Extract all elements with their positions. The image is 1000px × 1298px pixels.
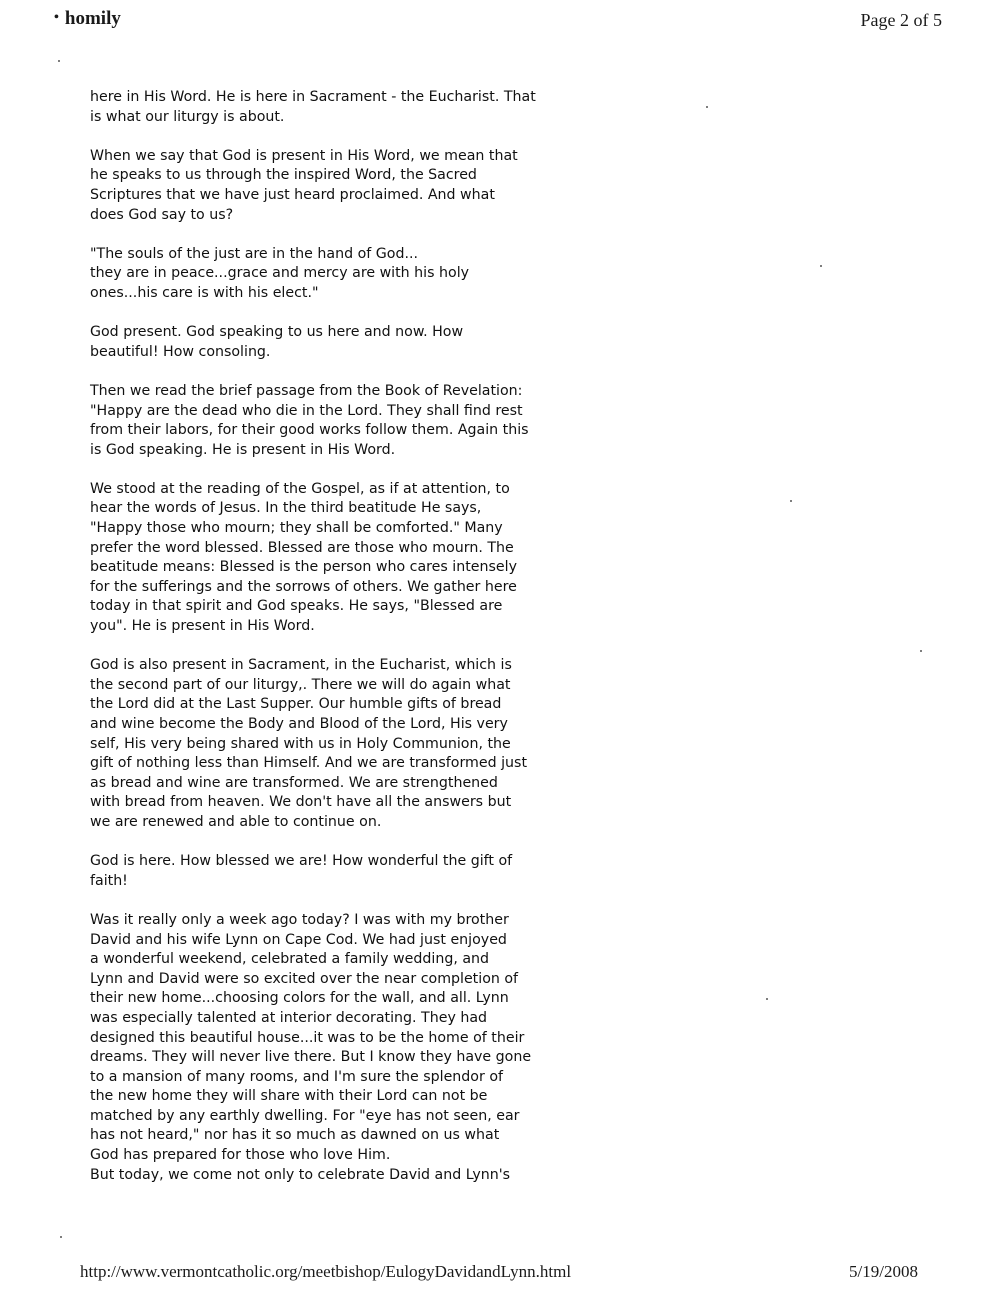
paragraph: God is also present in Sacrament, in the Eucharist, which is the second part of our liturgy,. There we will do again what the Lord did at the Last Supper. Our humble gifts of bread and wine become the Body and Blood of the Lord, His very self, His very being shared with us in Holy Communion, the gift of nothing less than Himself. And we are transformed just as bread and wine are transformed. We are strengthened with bread from heaven. We don't have all the answers but we are renewed and able to continue on. xyxy=(90,657,528,830)
paragraph: Then we read the brief passage from the Book of Revelation: "Happy are the dead who die in the Lord. They shall find rest from their labors, for their good works follow them. Again this is God speaking. He is present in His Word. xyxy=(90,382,529,458)
paragraph: God present. God speaking to us here and now. How beautiful! How consoling. xyxy=(90,324,464,360)
scan-speck xyxy=(790,500,792,502)
paragraph: Was it really only a week ago today? I was with my brother David and his wife Lynn on Cape Cod. We had just enjoyed a wonderful weekend, celebrated a family wedding, and Lynn and David were so excited over the near completion of their new home...choosing colors for the wall, and all. Lynn was especially talented at interior decorating. They had designed this beautiful house...it was to be the home of their dreams. They will never live there. But I know they have gone to a mansion of many rooms, and I'm sure the splendor of the new home they will share with their Lord can not be matched by any earthly dwelling. For "eye has not seen, ear has not heard," nor has it so much as dawned on us what God has prepared for those who love Him. xyxy=(90,911,532,1164)
scan-speck xyxy=(58,60,60,62)
scan-speck xyxy=(820,265,822,267)
paragraph: We stood at the reading of the Gospel, as if at attention, to hear the words of Jesus. In the third beatitude He says, "Happy those who mourn; they shall be comforted." Many prefer the word blessed. Blessed are those who mourn. The beatitude means: Blessed is the person who cares intensely for the sufferings and the sorrows of others. We gather here today in that spirit and God speaks. He says, "Blessed are you". He is present in His Word. xyxy=(90,480,517,635)
document-title xyxy=(54,8,121,30)
scan-speck xyxy=(706,106,708,108)
scan-speck xyxy=(920,650,922,652)
paragraph: God is here. How blessed we are! How wonderful the gift of faith! xyxy=(90,853,513,889)
paragraph: When we say that God is present in His Word, we mean that he speaks to us through the inspired Word, the Sacred Scriptures that we have just heard proclaimed. And what does God say to us? xyxy=(90,147,518,223)
scan-speck xyxy=(766,998,768,1000)
paragraph: here in His Word. He is here in Sacrament - the Eucharist. That is what our liturgy is about. xyxy=(90,89,536,125)
paragraph: "The souls of the just are in the hand of God... they are in peace...grace and mercy are with his holy ones...his care is with his elect." xyxy=(90,245,470,301)
document-title-text: homily xyxy=(64,8,121,29)
homily-body xyxy=(90,88,590,1205)
page-indicator: Page 2 of 5 xyxy=(860,10,942,30)
paragraph: But today, we come not only to celebrate David and Lynn's xyxy=(90,1166,511,1183)
print-date: 5/19/2008 xyxy=(849,1262,918,1281)
source-url[interactable]: http://www.vermontcatholic.org/meetbishop/EulogyDavidandLynn.html xyxy=(80,1262,572,1281)
bullet-mark: • xyxy=(54,10,59,25)
scan-speck xyxy=(60,1236,62,1238)
